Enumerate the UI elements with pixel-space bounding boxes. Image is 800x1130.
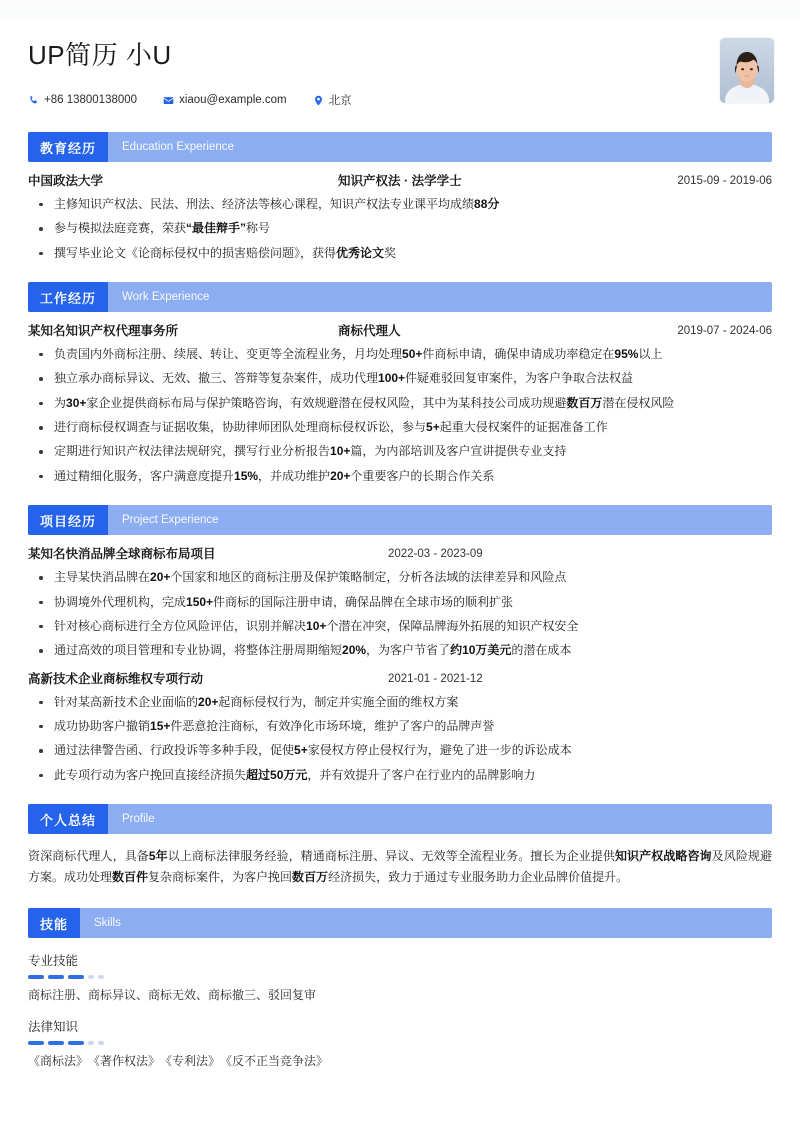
skill-dash [48,1041,64,1045]
section-title-en: Project Experience [122,514,219,527]
contact-location[interactable] [313,92,352,108]
entry-head [28,546,772,563]
section-profile [0,804,800,888]
page-title: UP简历 小U [28,40,172,70]
section-header-profile [28,804,772,834]
skill-name: 专业技能 [28,954,79,969]
contact-email-text: xiaou@example.com [179,94,287,107]
skill-block [28,1017,772,1070]
avatar-portrait [720,38,774,103]
skill-dash [68,1041,84,1045]
section-title-en: Education Experience [122,141,234,153]
list-item: 此专项行动为客户挽回直接经济损失超过50万元，并有效提升了客户在行业内的品牌影响力 [28,767,772,784]
skill-dash [68,975,84,979]
section-header-project [28,505,772,535]
list-item: 定期进行知识产权法律法规研究，撰写行业分析报告10+篇，为内部培训及客户宣讲提供专业支持 [28,443,772,460]
section-title-cn: 工作经历 [28,282,108,312]
section-skills [0,908,800,1070]
section-title-en: Skills [94,917,121,930]
skill-dash [98,1041,104,1045]
section-title-cn: 项目经历 [28,505,108,535]
project-bullets [28,694,772,785]
profile-text: 资深商标代理人，具备5年以上商标法律服务经验，精通商标注册、异议、无效等全流程业务。擅长为企业提供知识产权战略咨询及风险规避方案。成功处理数百件复杂商标案件，为客户挽回数百万经济损失，致力于通过专业服务助力企业品牌价值提升。 [28,849,772,885]
entry-head [28,173,772,190]
list-item: 成功协助客户撤销15+件恶意抢注商标，有效净化市场环境，维护了客户的品牌声誉 [28,718,772,735]
list-item: 独立承办商标异议、无效、撤三、答辩等复杂案件，成功代理100+件疑难驳回复审案件，为客户争取合法权益 [28,370,772,387]
list-item: 负责国内外商标注册、续展、转让、变更等全流程业务，月均处理50+件商标申请，确保申请成功率稳定在95%以上 [28,346,772,363]
project-entry [28,671,772,784]
contact-phone-text: +86 13800138000 [44,94,138,107]
list-item: 主修知识产权法、民法、刑法、经济法等核心课程，知识产权法专业课平均成绩88分 [28,196,772,213]
skill-level-meter [28,1041,772,1045]
contact-phone[interactable] [28,94,137,106]
work-entry [28,323,772,485]
skill-detail: 《商标法》 《著作权法》 《专利法》 《反不正当竞争法》 [28,1054,329,1069]
section-header-education [28,132,772,162]
entry-head [28,323,772,340]
list-item: 针对核心商标进行全方位风险评估，识别并解决10+个潜在冲突，保障品牌海外拓展的知识产权安全 [28,618,772,635]
skill-level-meter [28,975,772,979]
entry-date: 2019-07 - 2024-06 [677,325,772,338]
entry-head [28,671,772,688]
skill-block [28,951,772,1004]
entry-date: 2022-03 - 2023-09 [388,548,483,561]
envelope-icon [163,95,174,106]
project-entry [28,546,772,659]
list-item: 主导某快消品牌在20+个国家和地区的商标注册及保护策略制定，分析各法域的法律差异和风险点 [28,569,772,586]
entry-date: 2021-01 - 2021-12 [388,672,483,685]
list-item: 通过精细化服务，客户满意度提升15%，并成功维护20+个重要客户的长期合作关系 [28,468,772,485]
skill-dash [98,975,104,979]
work-bullets [28,346,772,485]
section-education [0,132,800,262]
skill-detail: 商标注册、商标异议、商标无效、商标撤三、驳回复审 [28,988,317,1003]
skill-dash [28,1041,44,1045]
skill-dash [88,975,94,979]
phone-icon [28,95,39,106]
section-title-en: Work Experience [122,291,210,304]
section-title-cn: 个人总结 [28,804,108,834]
entry-org: 某知名快消品牌全球商标布局项目 [28,547,216,562]
section-title-cn: 教育经历 [28,132,108,162]
section-project [0,505,800,784]
list-item: 进行商标侵权调查与证据收集，协助律师团队处理商标侵权诉讼，参与5+起重大侵权案件的证据准备工作 [28,419,772,436]
education-entry [28,173,772,262]
section-header-skills [28,908,772,938]
contact-email[interactable] [163,94,287,106]
skill-name: 法律知识 [28,1020,79,1035]
contact-row [28,92,772,108]
contact-location-text: 北京 [328,95,352,108]
entry-org: 高新技术企业商标维权专项行动 [28,671,204,686]
list-item: 参与模拟法庭竞赛，荣获“最佳辩手”称号 [28,220,772,237]
entry-date: 2015-09 - 2019-06 [677,175,772,187]
entry-role: 商标代理人 [338,324,401,339]
list-item: 通过高效的项目管理和专业协调，将整体注册周期缩短20%，为客户节省了约10万美元的潜在成本 [28,642,772,659]
skill-dash [48,975,64,979]
resume-header [0,0,800,112]
skill-dash [28,975,44,979]
list-item: 针对某高新技术企业面临的20+起商标侵权行为，制定并实施全面的维权方案 [28,694,772,711]
section-header-work [28,282,772,312]
entry-role: 知识产权法 · 法学学士 [338,174,462,188]
section-title-cn: 技能 [28,908,80,938]
entry-org: 某知名知识产权代理事务所 [28,324,179,339]
education-bullets [28,196,772,262]
entry-org: 中国政法大学 [28,174,104,188]
list-item: 撰写毕业论文《论商标侵权中的损害赔偿问题》，获得优秀论文奖 [28,245,772,262]
section-work [0,282,800,485]
location-pin-icon [313,95,324,106]
skill-dash [88,1041,94,1045]
list-item: 为30+家企业提供商标布局与保护策略咨询，有效规避潜在侵权风险，其中为某科技公司成功规避数百万潜在侵权风险 [28,395,772,412]
list-item: 通过法律警告函、行政投诉等多种手段，促使5+家侵权方停止侵权行为，避免了进一步的诉讼成本 [28,742,772,759]
avatar [720,38,774,103]
project-bullets [28,569,772,660]
section-title-en: Profile [122,813,155,826]
list-item: 协调境外代理机构，完成150+件商标的国际注册申请，确保品牌在全球市场的顺利扩张 [28,594,772,611]
